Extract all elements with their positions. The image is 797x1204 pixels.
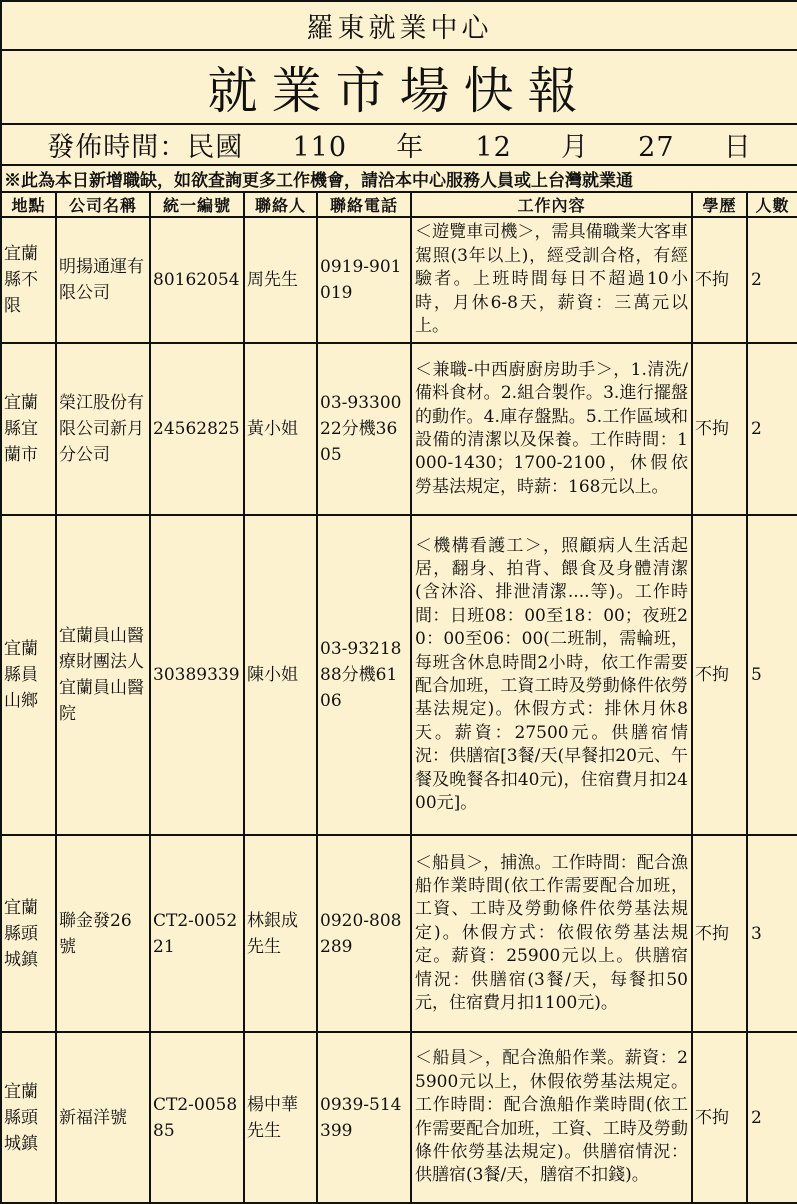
cell-count: 2	[747, 217, 797, 343]
table-row	[1, 1032, 797, 1203]
cell-company: 聯金發26號	[56, 835, 150, 1032]
table-row	[1, 835, 797, 1032]
col-header-location: 地點	[1, 192, 56, 217]
table-row	[1, 343, 797, 515]
cell-phone: 0939-514399	[317, 1032, 411, 1203]
notice-text: ※此為本日新增職缺，如欲查詢更多工作機會，請洽本中心服務人員或上台灣就業通	[1, 165, 797, 192]
cell-count: 5	[747, 515, 797, 835]
cell-tax-id: CT2-005221	[150, 835, 244, 1032]
publish-year-unit: 年	[396, 132, 425, 163]
col-header-count: 人數	[747, 192, 797, 217]
publish-date	[1, 124, 797, 165]
cell-count: 2	[747, 343, 797, 515]
col-header-education: 學歷	[692, 192, 747, 217]
cell-phone: 03-9321888分機6106	[317, 515, 411, 835]
col-header-phone: 聯絡電話	[317, 192, 411, 217]
cell-phone: 0919-901019	[317, 217, 411, 343]
cell-tax-id: 24562825	[150, 343, 244, 515]
cell-count: 2	[747, 1032, 797, 1203]
cell-content: ＜機構看護工＞，照顧病人生活起居，翻身、拍背、餵食及身體清潔(含沐浴、排泄清潔....等)。工作時間：日班08：00至18：00；夜班20：00至06：00(二班制，需輪班，每班含休息時間2小時，依工作需要配合加班，工資工時及勞動條件依勞基法規定)。休假方式：排休月休8天。薪資：27500元。供膳宿情況：供膳宿[3餐/天(早餐扣20元、午餐及晚餐各扣40元)，住宿費月扣2400元]。	[411, 515, 692, 835]
cell-education: 不拘	[692, 835, 747, 1032]
publish-month-unit: 月	[560, 132, 589, 163]
col-header-company: 公司名稱	[56, 192, 150, 217]
cell-tax-id: 30389339	[150, 515, 244, 835]
table-row	[1, 515, 797, 835]
cell-education: 不拘	[692, 343, 747, 515]
org-name: 羅東就業中心	[1, 1, 797, 50]
cell-location: 宜蘭縣不限	[1, 217, 56, 343]
cell-tax-id: 80162054	[150, 217, 244, 343]
cell-content: ＜船員＞，捕漁。工作時間：配合漁船作業時間(依工作需要配合加班，工資、工時及勞動條件依勞基法規定)。休假方式：依假依勞基法規定。薪資：25900元以上。供膳宿情況：供膳宿(3餐/天，每餐扣50元，住宿費月扣1100元)。	[411, 835, 692, 1032]
cell-education: 不拘	[692, 1032, 747, 1203]
cell-location: 宜蘭縣員山鄉	[1, 515, 56, 835]
cell-contact: 黃小姐	[244, 343, 317, 515]
publish-year: 110	[292, 132, 348, 163]
cell-education: 不拘	[692, 217, 747, 343]
cell-content: ＜船員＞，配合漁船作業。薪資：25900元以上，休假依勞基法規定。工作時間：配合漁船作業時間(依工作需要配合加班，工資、工時及勞動條件依勞基法規定)。供膳宿情況：供膳宿(3餐/天，膳宿不扣錢)。	[411, 1032, 692, 1203]
col-header-contact: 聯絡人	[244, 192, 317, 217]
cell-location: 宜蘭縣頭城鎮	[1, 1032, 56, 1203]
cell-company: 宜蘭員山醫療財團法人宜蘭員山醫院	[56, 515, 150, 835]
cell-company: 新福洋號	[56, 1032, 150, 1203]
publish-day-unit: 日	[723, 132, 752, 163]
cell-contact: 陳小姐	[244, 515, 317, 835]
bulletin-title: 就業市場快報	[1, 50, 797, 124]
cell-location: 宜蘭縣宜蘭市	[1, 343, 56, 515]
publish-date-label: 發佈時間：民國	[47, 132, 244, 163]
publish-month: 12	[475, 132, 512, 163]
cell-location: 宜蘭縣頭城鎮	[1, 835, 56, 1032]
publish-day: 27	[638, 132, 675, 163]
cell-count: 3	[747, 835, 797, 1032]
cell-phone: 0920-808289	[317, 835, 411, 1032]
cell-contact: 楊中華先生	[244, 1032, 317, 1203]
table-row	[1, 217, 797, 343]
cell-content: ＜遊覽車司機＞，需具備職業大客車駕照(3年以上)，經受訓合格，有經驗者。上班時間每日不超過10小時，月休6-8天，薪資：三萬元以上。	[411, 217, 692, 343]
cell-education: 不拘	[692, 515, 747, 835]
cell-phone: 03-9330022分機3605	[317, 343, 411, 515]
cell-contact: 周先生	[244, 217, 317, 343]
cell-company: 榮江股份有限公司新月分公司	[56, 343, 150, 515]
cell-contact: 林銀成先生	[244, 835, 317, 1032]
cell-content: ＜兼職-中西廚廚房助手＞，1.清洗/備料食材。2.組合製作。3.進行擺盤的動作。4.庫存盤點。5.工作區域和設備的清潔以及保養。工作時間：1000-1430；1700-2100，休假依勞基法規定，時薪：168元以上。	[411, 343, 692, 515]
cell-tax-id: CT2-005885	[150, 1032, 244, 1203]
cell-company: 明揚通運有限公司	[56, 217, 150, 343]
col-header-content: 工作內容	[411, 192, 692, 217]
col-header-tax-id: 統一編號	[150, 192, 244, 217]
